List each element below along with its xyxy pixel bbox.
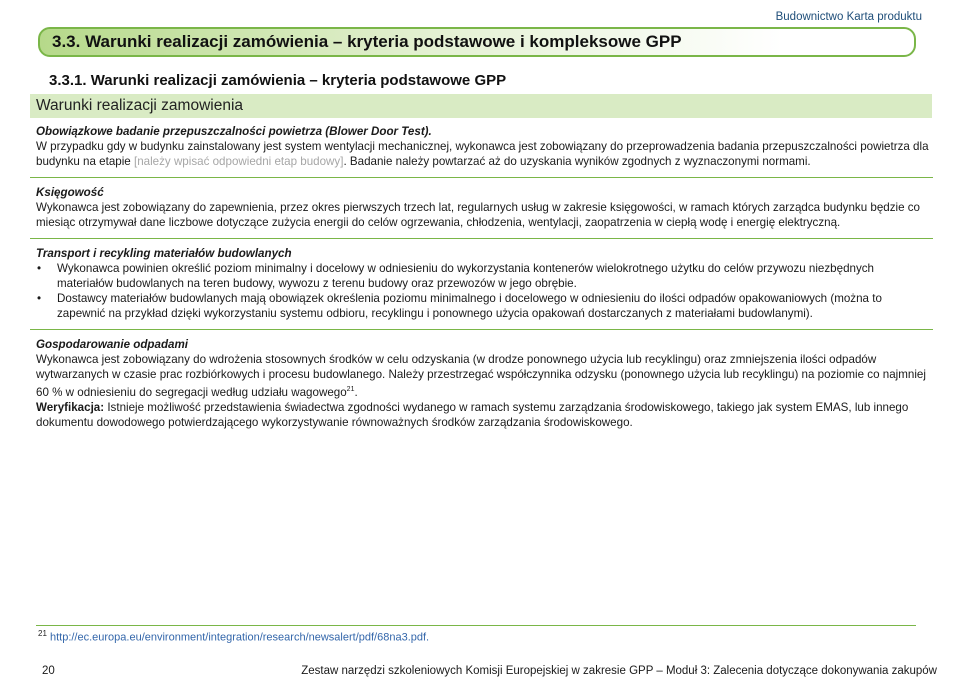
product-label: Budownictwo Karta produktu (775, 11, 922, 23)
transport-list (36, 261, 931, 321)
accounting-text: Wykonawca jest zobowiązany do zapewnienia, przez okres pierwszych trzech lat, regularnych usług w zakresie księgowości, w ramach których zarządca budynku będzie co miesiąc otrzymywał dane liczbowe dotyczące zużycia energii do celów ogrzewania, chłodzenia, wentylacji, zaopatrzenia w ciepłą wodę i energię elektryczną. (36, 201, 921, 229)
accounting-block (36, 185, 931, 230)
blower-door-text-a: W przypadku gdy w budynku zainstalowany jest system wentylacji mechanicznej, wykonawca jest zobowiązany do przeprowadzenia badania przepuszczalności powietrza dla budynku na etapie (36, 140, 929, 168)
blower-door-heading: Obowiązkowe badanie przepuszczalności powietrza (Blower Door Test). (36, 125, 432, 138)
section-header-box (30, 94, 932, 118)
section-header-title: Warunki realizacji zamowienia (36, 97, 244, 114)
blower-door-paragraph (36, 124, 931, 169)
waste-heading: Gospodarowanie odpadami (36, 338, 189, 351)
list-item (36, 291, 931, 321)
list-item-text: Dostawcy materiałów budowlanych mają obowiązek określenia poziomu minimalnego i docelowego w odniesieniu do ilości odpadów opakowaniowych (można to zapewnić na przykład dzięki wykorzystaniu systemu odbioru, recyklingu i ponownego użycia opakowań dostarczanych z materiałami budowlanymi). (57, 292, 882, 320)
list-item-text: Wykonawca powinien określić poziom minimalny i docelowy w odniesieniu do wykorzystania kontenerów wielokrotnego użytku do celów przywozu niezbędnych materiałów budowlanych na teren budowy, wywozu z terenu budowy oraz przewozów w jego obrębie. (57, 262, 875, 290)
accounting-heading: Księgowość (36, 186, 104, 199)
list-item (36, 261, 931, 291)
stage-placeholder: [należy wpisać odpowiedni etap budowy] (133, 155, 344, 168)
transport-block (36, 246, 931, 321)
footer-text: Zestaw narzędzi szkoleniowych Komisji Europejskiej w zakresie GPP – Moduł 3: Zalecenia dotyczące dokonywania zakupów (301, 665, 937, 677)
divider (30, 329, 933, 330)
divider (30, 238, 933, 239)
waste-text-end: . (354, 385, 358, 399)
section-subtitle: 3.3.1. Warunki realizacji zamówienia – kryteria podstawowe GPP (49, 72, 507, 89)
waste-text (36, 352, 931, 400)
footnote-ref: 21 (346, 386, 355, 393)
chapter-title-bar (38, 27, 916, 57)
bullet-icon: • (37, 292, 42, 305)
verification-text (36, 400, 931, 430)
verification-label: Weryfikacja: (36, 400, 105, 414)
chapter-title: 3.3. Warunki realizacji zamówienia – kryteria podstawowe i kompleksowe GPP (52, 32, 682, 51)
footnote-divider (36, 625, 916, 626)
page-number: 20 (42, 665, 55, 677)
waste-block (36, 337, 931, 430)
footnote-number: 21 (38, 629, 47, 638)
verification-body: Istnieje możliwość przedstawienia świadectwa zgodności wydanego w ramach systemu zarządzania środowiskowego, takiego jak system EMAS, lub innego dokumentu dowodowego potwierdzającego wykorzystywanie równoważnych środków zarządzania środowiskowego. (36, 400, 909, 429)
footnote-link[interactable]: http://ec.europa.eu/environment/integration/research/newsalert/pdf/68na3.pdf. (49, 631, 430, 644)
footnote (38, 629, 429, 644)
content-body (36, 124, 931, 430)
waste-text-body: Wykonawca jest zobowiązany do wdrożenia stosownych środków w celu odzyskania (w drodze ponownego użycia lub recyklingu) oraz zmniejszenia ilości odpadów wytwarzanych w czasie prac rozbiórkowych i procesu budowlanego. Należy przestrzegać współczynnika odzysku (ponownego użycia lub recyklingu) na poziomie co najmniej 60 % w odniesieniu do segregacji według udziału wagowego (36, 353, 926, 399)
bullet-icon: • (37, 262, 42, 275)
divider (30, 177, 933, 178)
transport-heading: Transport i recykling materiałów budowlanych (36, 247, 292, 260)
blower-door-text-b: . Badanie należy powtarzać aż do uzyskania wyników zgodnych z wyznaczonymi normami. (343, 155, 811, 168)
